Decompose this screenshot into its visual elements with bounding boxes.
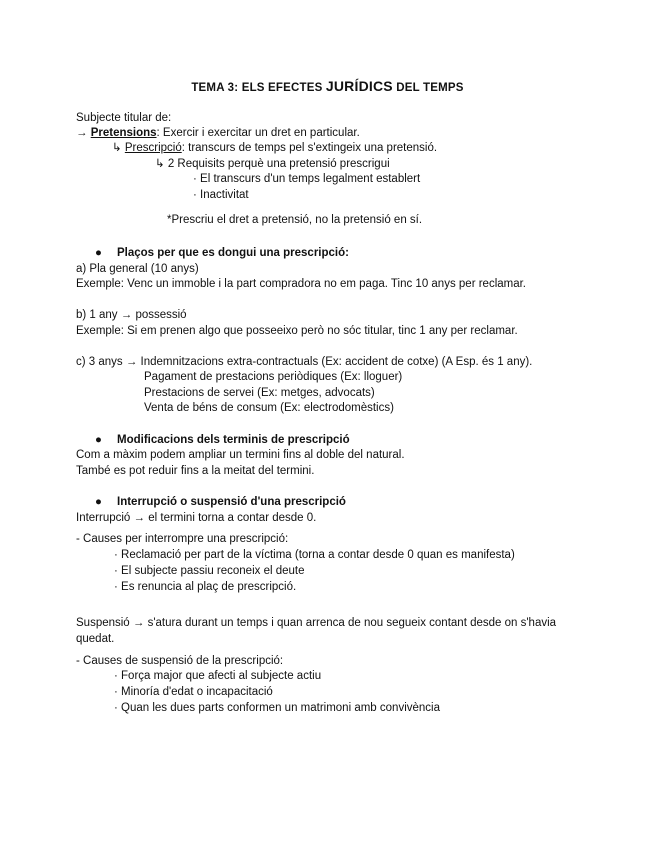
subject-line: Subjecte titular de: <box>76 112 172 124</box>
item-c: c) 3 anys → Indemnitzacions extra-contractuals (Ex: accident de cotxe) (A Esp. és 1 any). <box>76 356 533 368</box>
arrow-icon: → <box>76 127 91 139</box>
item-c-1: Pagament de prestacions periòdiques (Ex: lloguer) <box>144 371 403 383</box>
prescripcio-text: : transcurs de temps pel s'extingeix una pretensió. <box>181 142 438 154</box>
section2-heading-text: Modificacions dels terminis de prescripció <box>117 434 350 446</box>
section1-heading-text: Plaços per que es dongui una prescripció: <box>117 247 349 259</box>
suspensio-cause-2: · Minoría d'edat o incapacitació <box>114 686 273 698</box>
bullet-icon: ● <box>95 496 102 508</box>
cause-3: · Es renuncia al plaç de prescripció. <box>114 581 297 593</box>
cause-2: · El subjecte passiu reconeix el deute <box>114 565 305 577</box>
prescripcio-line <box>112 141 437 156</box>
title-part3: DEL TEMPS <box>392 82 464 94</box>
item-a: a) Pla general (10 anys) <box>76 263 199 275</box>
section3-heading-text: Interrupció o suspensió d'una prescripció <box>117 496 346 508</box>
title-part2: JURÍDICS <box>325 78 393 94</box>
suspensio-cause-3: · Quan les dues parts conformen un matrimoni amb convivència <box>114 702 440 714</box>
pretensions-line <box>76 126 360 141</box>
title-part1: TEMA 3: ELS EFECTES <box>191 82 326 94</box>
bullet-icon: ● <box>95 434 102 446</box>
item-b-example: Exemple: Si em prenen algo que posseeixo però no sóc titular, tinc 1 any per reclamar. <box>76 325 518 337</box>
section1-heading <box>95 246 349 261</box>
bullet-icon: ● <box>95 247 102 259</box>
section2-line-1: Com a màxim podem ampliar un termini fins al doble del natural. <box>76 449 405 461</box>
note-line: *Prescriu el dret a pretensió, no la pretensió en sí. <box>167 214 423 226</box>
interrupcio-line: Interrupció → el termini torna a contar desde 0. <box>76 512 317 524</box>
item-b: b) 1 any → possessió <box>76 309 187 321</box>
suspensio-line-1: Suspensió → s'atura durant un temps i quan arrenca de nou segueix contant desde on s'havia <box>76 617 557 629</box>
causes-heading: - Causes per interrompre una prescripció: <box>76 533 289 545</box>
requisit-1: · El transcurs d'un temps legalment establert <box>193 173 421 185</box>
corner-arrow-icon: ↳ <box>112 142 125 154</box>
section2-line-2: També es pot reduir fins a la meitat del termini. <box>76 465 315 477</box>
suspensio-causes-heading: - Causes de suspensió de la prescripció: <box>76 655 284 667</box>
pretensions-label: Pretensions <box>90 127 157 139</box>
suspensio-line-2: quedat. <box>76 633 115 645</box>
page-title <box>0 78 655 94</box>
suspensio-cause-1: · Força major que afecti al subjecte actiu <box>114 670 322 682</box>
prescripcio-label: Prescripció <box>124 142 182 154</box>
requisits-line: ↳ 2 Requisits perquè una pretensió prescrigui <box>155 158 390 170</box>
item-a-example: Exemple: Venc un immoble i la part compradora no em paga. Tinc 10 anys per reclamar. <box>76 278 527 290</box>
item-c-2: Prestacions de servei (Ex: metges, advocats) <box>144 387 375 399</box>
section2-heading <box>95 433 350 448</box>
requisit-2: · Inactivitat <box>193 189 249 201</box>
pretensions-text: : Exercir i exercitar un dret en particular. <box>156 127 360 139</box>
item-c-3: Venta de béns de consum (Ex: electrodomèstics) <box>144 402 394 414</box>
section3-heading <box>95 495 346 510</box>
cause-1: · Reclamació per part de la víctima (torna a contar desde 0 quan es manifesta) <box>114 549 515 561</box>
